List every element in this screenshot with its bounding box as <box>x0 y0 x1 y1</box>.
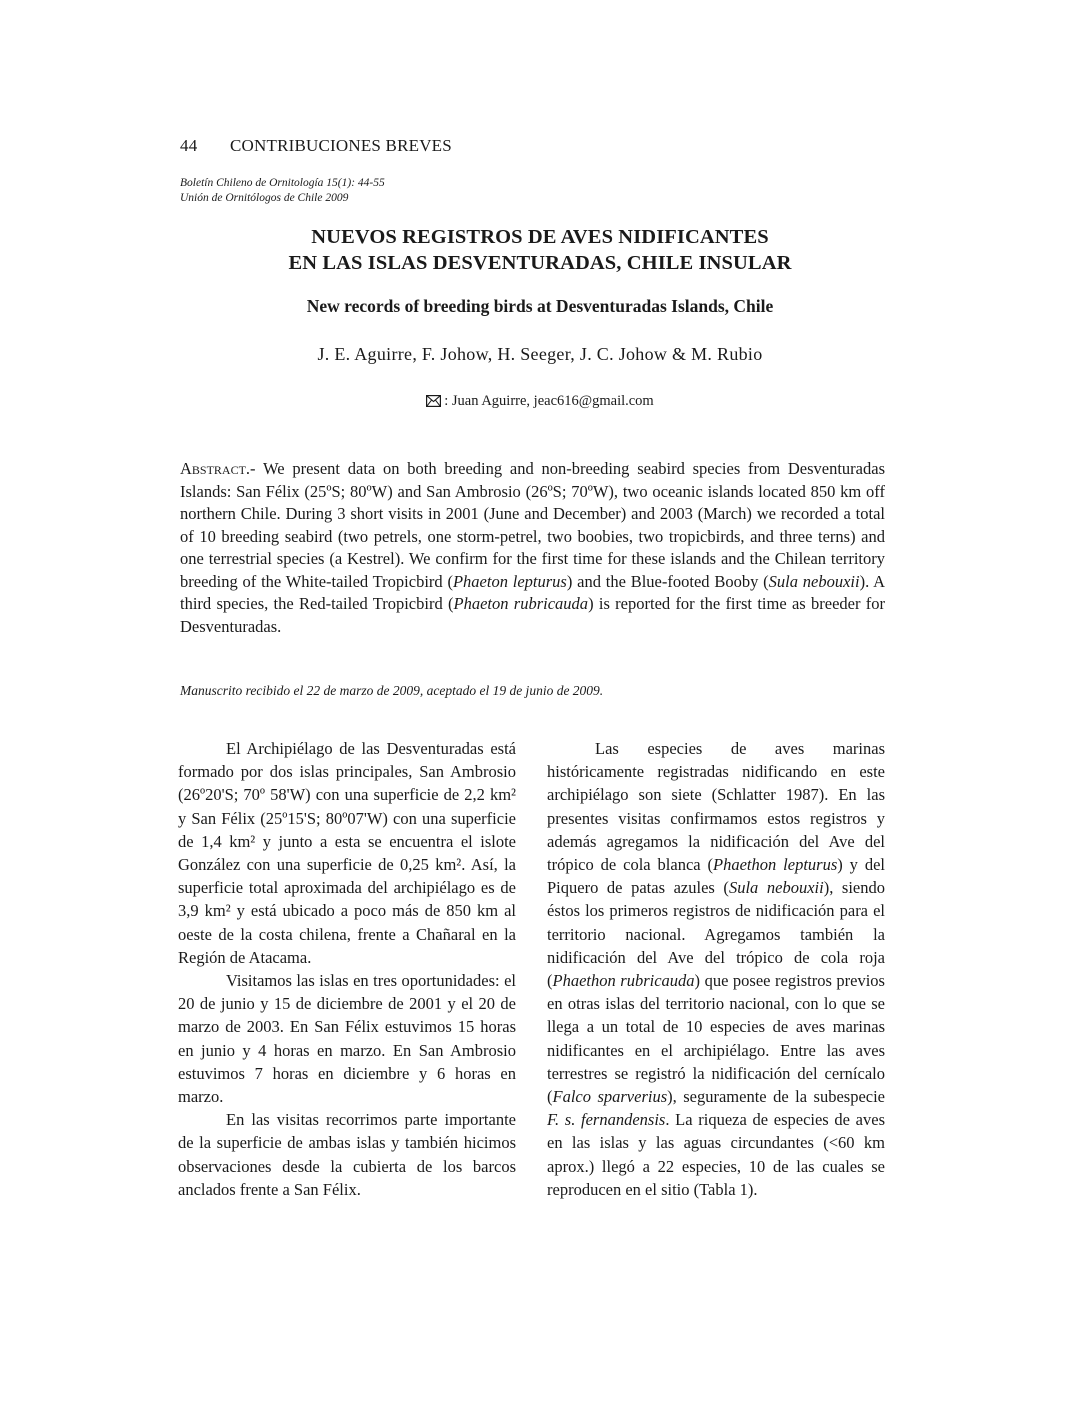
paragraph <box>547 737 885 1201</box>
species-name: Phaeton lepturus <box>452 571 567 591</box>
abstract-label: Abstract.- <box>180 459 256 478</box>
paragraph: En las visitas recorrimos parte importante de la superficie de ambas islas y también hicimos observaciones desde la cubierta de los barcos anclados frente a San Félix. <box>178 1110 516 1199</box>
envelope-icon <box>426 395 441 412</box>
contact-text: : Juan Aguirre, jeac616@gmail.com <box>444 393 654 409</box>
page-number: 44 <box>180 136 198 155</box>
abstract <box>180 458 885 638</box>
contact-line <box>180 393 900 412</box>
text-run: Las especies de aves marinas históricamente registradas nidificando en este archipiélago son siete (Schlatter 1987). En las presentes visitas confirmamos estos registros y además agregamos la nidificación del Ave del trópico de cola blanca ( <box>547 739 885 875</box>
article-subtitle: New records of breeding birds at Desventuradas Islands, Chile <box>306 296 774 316</box>
section-title: CONTRIBUCIONES BREVES <box>230 136 452 155</box>
text-run: ), siendo éstos los primeros registros de nidificación para el territorio nacional. Agregamos también la nidificación del Ave del trópico de cola roja ( <box>547 878 886 991</box>
species-name: Sula nebouxii <box>768 571 860 591</box>
text-run: ) y del Piquero de patas azules ( <box>547 855 886 898</box>
species-name: F. s. fernandensis <box>547 1110 666 1130</box>
journal-line-2: Unión de Ornitólogos de Chile 2009 <box>180 192 349 204</box>
running-head <box>180 136 900 156</box>
paragraph: Visitamos las islas en tres oportunidades: el 20 de junio y 15 de diciembre de 2001 y el 20 de marzo de 2003. En San Félix estuvimos 15 horas en junio y 4 horas en marzo. En San Ambrosio estuvimos 7 horas en diciembre y 6 horas en marzo. <box>178 971 516 1107</box>
text-run: ) que posee registros previos en otras islas del territorio nacional, con lo que se llega a un total de 10 especies de aves marinas nidificantes en el archipiélago. Entre las aves terrestres se registró la nidificación del cernícalo ( <box>547 971 885 1107</box>
journal-line-1: Boletín Chileno de Ornitología 15(1): 44-55 <box>180 177 385 189</box>
species-name: Falco sparverius <box>552 1087 668 1107</box>
article-title <box>180 224 900 276</box>
abstract-text-2: ) and the Blue-footed Booby ( <box>566 571 769 591</box>
species-name: Sula nebouxii <box>728 878 824 898</box>
journal-citation <box>180 176 385 206</box>
body-column-right <box>547 737 885 1201</box>
text-run: ), seguramente de la subespecie <box>667 1087 886 1107</box>
text-run: . La riqueza de especies de aves en las islas y las aguas circundantes (<60 km aprox.) llegó a 22 especies, 10 de las cuales se reproducen en el sitio (Tabla 1). <box>547 1110 886 1199</box>
paragraph: El Archipiélago de las Desventuradas está formado por dos islas principales, San Ambrosio (26º20'S; 70º 58'W) con una superficie de 2,2 km² y San Félix (25º15'S; 80º07'W) con una superficie de 1,4 km² y junto a esta se encuentra el islote González con una superficie de 0,25 km². Así, la superficie total aproximada del archipiélago es de 3,9 km² y está ubicado a poco más de 850 km al oeste de la costa chilena, frente a Chañaral en la Región de Atacama. <box>178 739 516 967</box>
abstract-text-4: ) is reported for the first time as breeder for Desventuradas. <box>180 594 885 636</box>
species-name: Phaeton rubricauda <box>453 594 589 613</box>
received-date-note: Manuscrito recibido el 22 de marzo de 2009, aceptado el 19 de junio de 2009. <box>180 683 604 698</box>
body-column-left <box>178 737 516 1201</box>
abstract-text-1: We present data on both breeding and non-breeding seabird species from Desventuradas Islands: San Félix (25ºS; 80ºW) and San Ambrosio (26ºS; 70ºW), two oceanic islands located 850 km off northern Chile. During 3 short visits in 2001 (June and December) and 2003 (March) we recorded a total of 10 breeding seabird (two petrels, one storm-petrel, two boobies, two tropicbirds, and three terns) and one terrestrial species (a Kestrel). We confirm for the first time for these islands and the Chilean territory breeding of the White-tailed Tropicbird ( <box>180 459 885 591</box>
title-line-2: EN LAS ISLAS DESVENTURADAS, CHILE INSULAR <box>288 252 792 274</box>
title-line-1: NUEVOS REGISTROS DE AVES NIDIFICANTES <box>311 226 769 248</box>
species-name: Phaethon rubricauda <box>552 971 695 991</box>
abstract-text-3: ). A third species, the Red-tailed Tropicbird ( <box>180 571 886 613</box>
author-list: J. E. Aguirre, F. Johow, H. Seeger, J. C. Johow & M. Rubio <box>317 344 763 364</box>
species-name: Phaethon lepturus <box>713 855 838 875</box>
